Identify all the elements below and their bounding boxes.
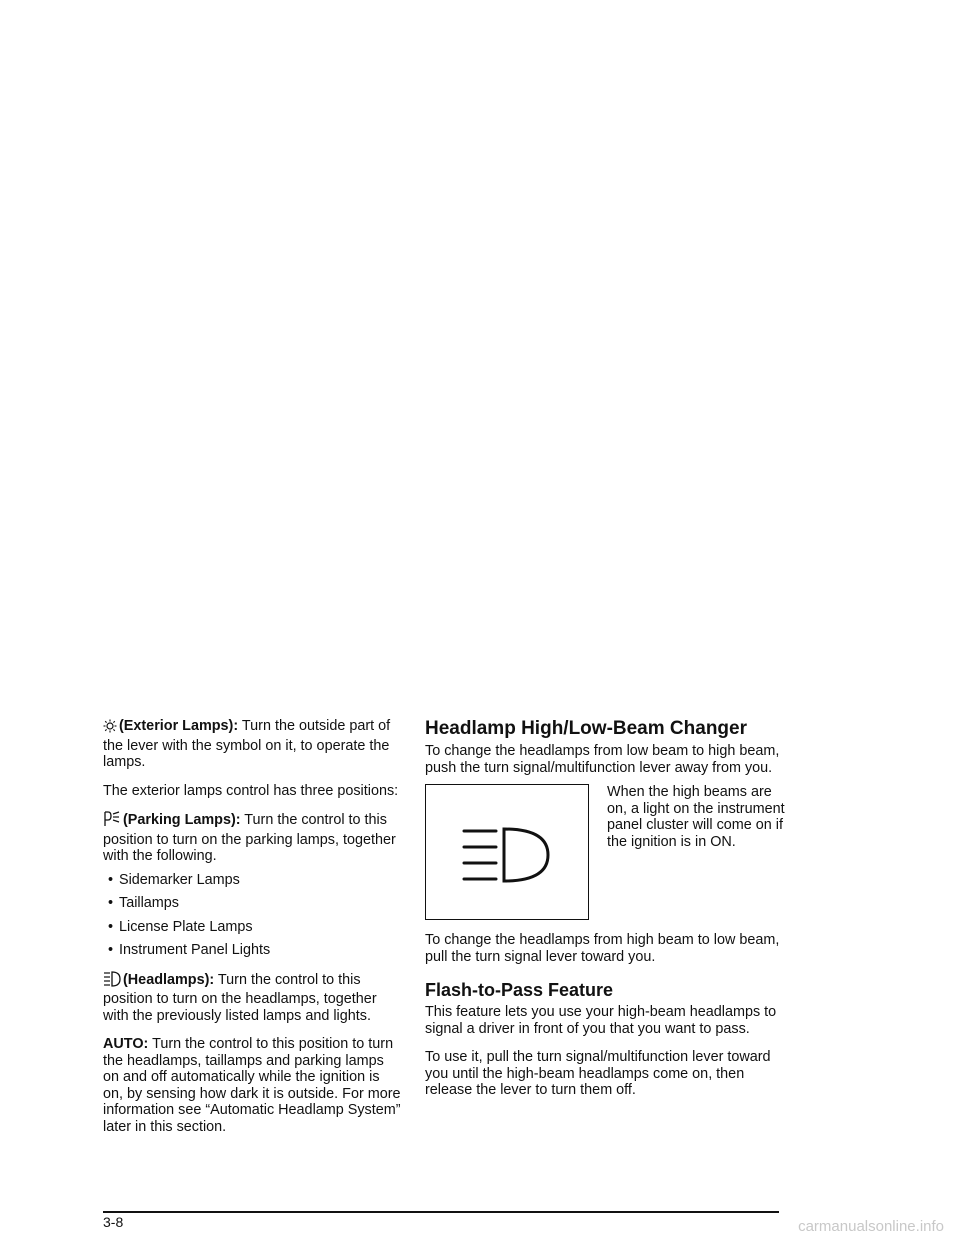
flash-to-pass-paragraph-2: To use it, pull the turn signal/multifunction lever toward you until the high-beam headlamps come on, then release the lever to turn them off.	[425, 1049, 771, 1098]
exterior-lamps-paragraph	[103, 718, 403, 771]
exterior-lamps-label: (Exterior Lamps):	[119, 718, 239, 734]
flash-to-pass-paragraph-1: This feature lets you use your high-beam headlamps to signal a driver in front of you that you want to pass.	[425, 1004, 777, 1037]
section-heading-flash-to-pass: Flash-to-Pass Feature	[425, 980, 614, 1000]
parking-lamps-icon	[103, 811, 121, 832]
high-beam-figure-row	[425, 784, 790, 920]
exterior-lamps-text: Turn the outside part of the lever with the symbol on it, to operate the lamps.	[103, 718, 391, 770]
parking-lamps-list	[103, 872, 403, 959]
headlamps-label: (Headlamps):	[123, 971, 215, 988]
high-beam-indicator-figure	[425, 784, 589, 920]
parking-lamps-paragraph	[103, 811, 403, 865]
bullet-icon: •	[108, 895, 114, 911]
list-item: • Sidemarker Lamps	[108, 871, 240, 888]
list-item: • License Plate Lamps	[108, 918, 253, 935]
right-column	[425, 718, 790, 1099]
page-number: 3-8	[103, 1214, 124, 1230]
auto-label: AUTO:	[103, 1036, 149, 1052]
low-beam-paragraph: To change the headlamps from high beam to low beam, pull the turn signal lever toward you.	[425, 932, 780, 965]
bullet-icon: •	[108, 942, 114, 958]
left-column	[103, 718, 403, 1135]
beam-changer-paragraph: To change the headlamps from low beam to high beam, push the turn signal/multifunction lever away from you.	[425, 743, 780, 776]
section-heading-beam-changer: Headlamp High/Low-Beam Changer	[425, 718, 747, 739]
footer-rule	[103, 1211, 779, 1213]
high-beam-caption: When the high beams are on, a light on the instrument panel cluster will come on if the ignition is in ON.	[607, 784, 785, 850]
auto-paragraph	[103, 1036, 403, 1135]
watermark: carmanualsonline.info	[798, 1218, 944, 1235]
exterior-lamps-icon	[103, 719, 117, 738]
bullet-icon: •	[108, 918, 114, 935]
list-item: • Instrument Panel Lights	[108, 942, 271, 958]
bullet-icon: •	[108, 871, 114, 888]
parking-lamps-text: Turn the control to this position to turn on the parking lamps, together with the following.	[103, 812, 396, 864]
positions-intro: The exterior lamps control has three positions:	[103, 782, 399, 799]
parking-lamps-label: (Parking Lamps):	[123, 812, 241, 828]
list-item: • Taillamps	[108, 895, 179, 911]
headlamps-text: Turn the control to this position to turn on the headlamps, together with the previously listed lamps and lights.	[103, 971, 377, 1024]
headlamps-icon	[103, 971, 121, 992]
auto-text: Turn the control to this position to turn the headlamps, taillamps and parking lamps on and off automatically while the ignition is on, by sensing how dark it is outside. For more information see “Automatic Headlamp System” later in this section.	[103, 1036, 401, 1135]
high-beam-icon	[462, 827, 552, 883]
headlamps-paragraph	[103, 971, 403, 1025]
